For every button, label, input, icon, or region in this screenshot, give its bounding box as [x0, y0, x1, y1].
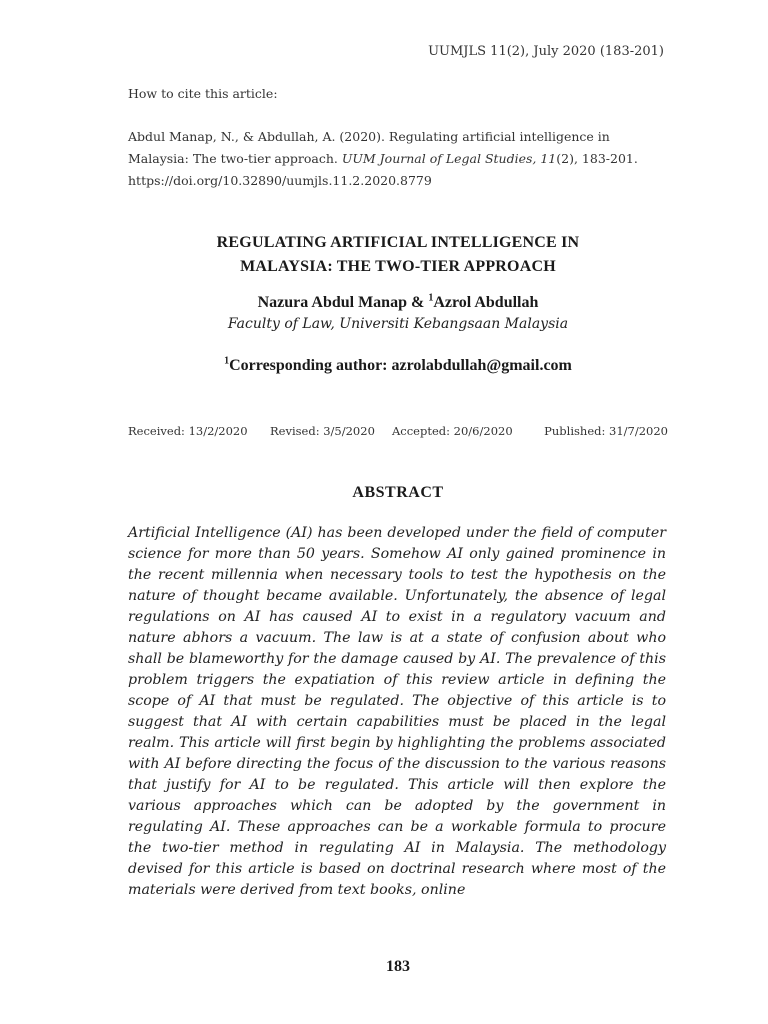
author-2: Azrol Abdullah: [433, 294, 539, 311]
article-title: [128, 231, 668, 279]
page-number: 183: [386, 958, 410, 975]
corresponding-text: Corresponding author: azrolabdullah@gmail.com: [229, 357, 572, 374]
abstract-body: Artificial Intelligence (AI) has been developed under the field of computer science for more than 50 years. Somehow AI only gained prominence in the recent millennia when necessary tools to test the hypothesis on the nature of thought became available. Unfortunately, the absence of legal regulations on AI has caused AI to exist in a regulatory vacuum and nature abhors a vacuum. The law is at a state of confusion about who shall be blameworthy for the damage caused by AI. The prevalence of this problem triggers the expatiation of this review article in defining the scope of AI that must be regulated. The objective of this article is to suggest that AI with certain capabilities must be placed in the legal realm. This article will first begin by highlighting the problems associated with AI before directing the focus of the discussion to the various reasons that justify for AI to be regulated. This article will then explore the various approaches which can be adopted by the government in regulating AI. These approaches can be a workable formula to procure the two-tier method in regulating AI in Malaysia. The methodology devised for this article is based on doctrinal research where most of the materials were derived from text books, online: [128, 525, 666, 898]
author-line: [128, 294, 668, 312]
title-line-2: MALAYSIA: THE TWO-TIER APPROACH: [240, 258, 556, 275]
citation-text: [128, 126, 668, 192]
received-date: Received: 13/2/2020: [128, 424, 248, 438]
citation-suffix: (2), 183-201. https://doi.org/10.32890/uumjls.11.2.2020.8779: [128, 151, 638, 188]
corresponding-superscript: 1: [224, 355, 230, 367]
accepted-date: Accepted: 20/6/2020: [392, 424, 513, 438]
author-1: Nazura Abdul Manap &: [257, 294, 429, 311]
affiliation: Faculty of Law, Universiti Kebangsaan Malaysia: [227, 316, 569, 332]
revised-date: Revised: 3/5/2020: [270, 424, 375, 438]
author-2-superscript: 1: [428, 292, 434, 304]
citation-prefix: Abdul Manap, N., & Abdullah, A. (2020). Regulating artificial intelligence in Malaysia: The two-tier approach.: [128, 129, 610, 166]
citation-heading: How to cite this article:: [128, 86, 278, 101]
title-line-1: REGULATING ARTIFICIAL INTELLIGENCE IN: [216, 234, 580, 251]
corresponding-author: [128, 357, 668, 375]
running-head: UUMJLS 11(2), July 2020 (183-201): [428, 44, 664, 59]
abstract-heading: ABSTRACT: [352, 484, 444, 501]
published-date: Published: 31/7/2020: [544, 424, 668, 438]
citation-journal: UUM Journal of Legal Studies, 11: [341, 151, 557, 166]
